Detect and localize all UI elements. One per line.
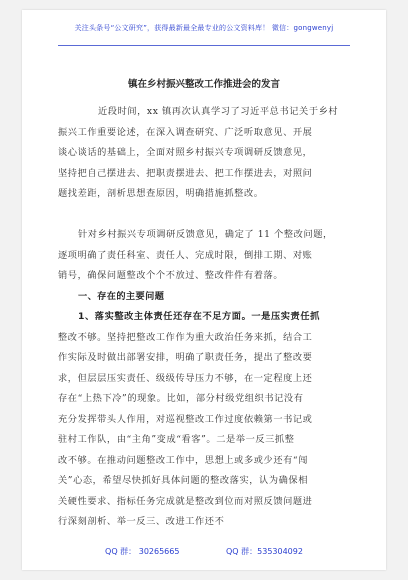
paragraph-third bbox=[58, 307, 348, 533]
footer-qq-group-1: QQ 群： 30265665 bbox=[105, 547, 180, 556]
heading-text: 一、存在的主要问题 bbox=[78, 290, 165, 302]
text-line: 关”心态，希望尽快抓好具体问题的整改落实，认为确保相 bbox=[58, 475, 308, 486]
text-line: 驻村工作队，由“主角”变成“看客”。二是举一反三抓整 bbox=[58, 434, 295, 445]
text-line: 针对乡村振兴专项调研反馈意见，确定了 11 个整改问题， bbox=[78, 229, 333, 240]
text-line: 求，但层层压实责任、级级传导压力不够，在一定程度上还 bbox=[58, 372, 313, 384]
footer-qq-group-2: QQ 群：535304092 bbox=[226, 547, 303, 556]
text-line: 销号，确保问题整改个个不放过、整改件件有着落。 bbox=[58, 270, 284, 281]
section-heading bbox=[78, 287, 368, 308]
text-line: 充分发挥带头人作用，对巡视整改工作过度依赖第一书记或 bbox=[58, 413, 313, 425]
document-title: 镇在乡村振兴整改工作推进会的发言 bbox=[127, 79, 280, 90]
text-line: 振兴工作重要论述，在深入调查研究、广泛听取意见、开展 bbox=[58, 126, 313, 138]
text-line: 坚持把自己摆进去、把职责摆进去、把工作摆进去，对照问 bbox=[58, 167, 313, 179]
paragraph-intro bbox=[78, 102, 368, 123]
text-line: 行深刻剖析、举一反三、改进工作还不 bbox=[58, 516, 225, 527]
page-footer bbox=[22, 546, 386, 557]
header-divider bbox=[58, 45, 350, 46]
text-line: 关硬性要求、指标任务完成就是整改到位而对照反馈问题进 bbox=[58, 495, 313, 507]
paragraph-intro-cont bbox=[58, 123, 348, 205]
document-page bbox=[22, 10, 386, 570]
text-line: 逐项明确了责任科室、责任人、完成时限，倒排工期、对账 bbox=[58, 249, 313, 261]
text-line: 整改不够。坚持把整改工作作为重大政治任务来抓，结合工 bbox=[58, 331, 313, 343]
text-line: 作实际及时做出部署安排，明确了职责任务，提出了整改要 bbox=[58, 352, 313, 363]
text-line: 题找差距，剖析思想查原因，明确措施抓整改。 bbox=[58, 188, 264, 199]
text-line: 谈心谈话的基础上，全面对照乡村振兴专项调研反馈意见， bbox=[58, 147, 313, 158]
page-header: 关注头条号“公文研究”，获得最新最全最专业的公文资料库！ 微信：gongwenyj bbox=[74, 24, 334, 32]
paragraph-second bbox=[58, 225, 348, 287]
text-line: 改不够。在推动问题整改工作中，思想上或多或少还有“闯 bbox=[58, 454, 308, 466]
text-line: 1、落实整改主体责任还存在不足方面。一是压实责任抓 bbox=[78, 311, 320, 322]
text-line: 近段时间，xx 镇再次认真学习了习近平总书记关于乡村 bbox=[98, 106, 339, 117]
text-line: 存在“上热下冷”的现象。比如，部分村级党组织书记没有 bbox=[58, 393, 304, 404]
